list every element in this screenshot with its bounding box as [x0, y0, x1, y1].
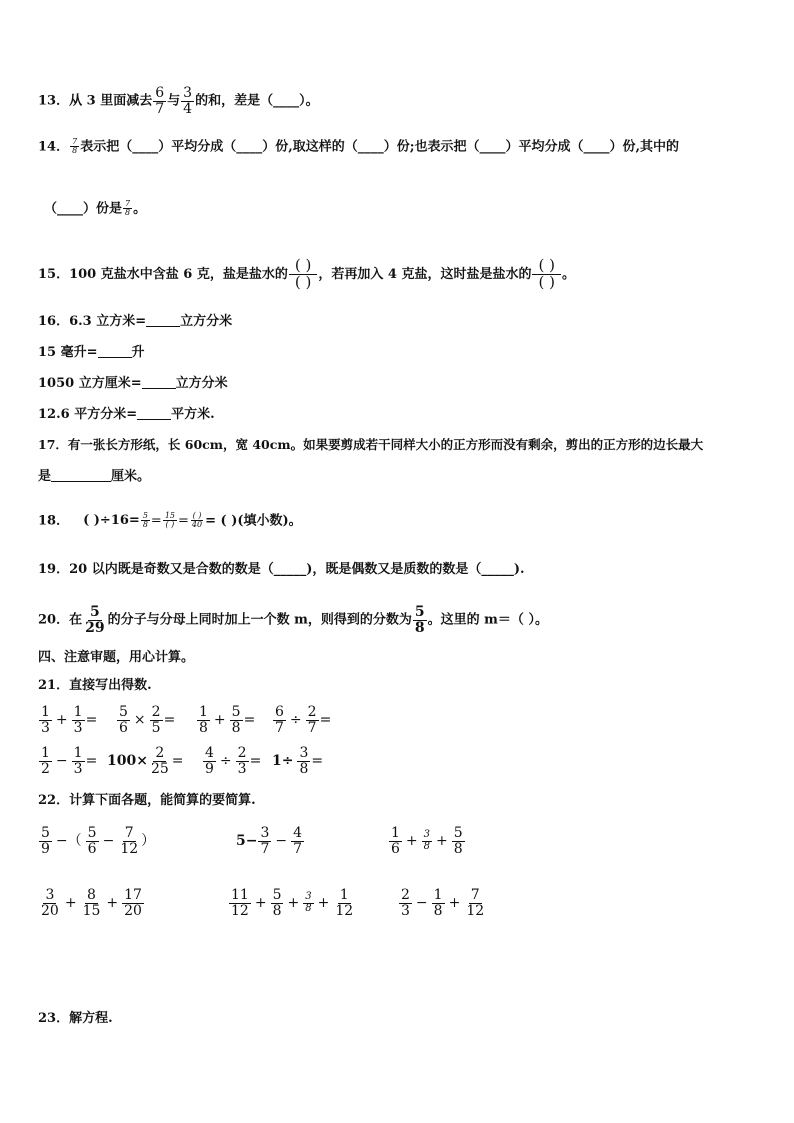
question-16-line-4: 12.6 平方分米= 平方米. — [38, 407, 215, 422]
q21-expr-6: 100× $\frac{2}{25}$ = — [107, 745, 184, 777]
answer-fraction: $\frac{( )}{( )}$ — [532, 258, 560, 291]
fraction: $\frac{7}{8}$ — [72, 137, 78, 156]
q21-expr-7: $\frac{4}{9}$ ÷ $\frac{2}{3}$ = — [205, 745, 262, 777]
question-18: 18． ( )÷16= $\frac{5}{8}$ = $\frac{15}{( )}$ = $\frac{( )}{40}$ = ( )(填小数)。 — [38, 511, 302, 530]
question-17-cont: 是 厘米。 — [38, 469, 151, 484]
question-20: 20．在 $\frac{5}{29}$ 的分子与分母上同时加上一个数 m，则得到的分数为 $\frac{5}{8}$ 。这里的 m＝（ ）。 — [38, 604, 548, 636]
fraction: $\frac{( )}{40}$ — [191, 511, 203, 530]
q22-expr-4: $\frac{3}{20}$ + $\frac{8}{15}$ + $\frac{17}{20}$ — [41, 887, 142, 919]
q21-expr-2: $\frac{5}{6}$ × $\frac{2}{5}$ = — [119, 704, 176, 736]
answer-blank — [98, 345, 132, 358]
question-16-line-3: 1050 立方厘米= 立方分米 — [38, 376, 228, 391]
question-15: 15．100 克盐水中含盐 6 克，盐是盐水的 $\frac{( )}{( )}$ ，若再加入 4 克盐，这时盐是盐水的 $\frac{( )}{( )}$ 。 — [38, 256, 575, 291]
fraction: $\frac{5}{8}$ — [414, 604, 425, 636]
q21-expr-5: $\frac{1}{2}$ − $\frac{1}{3}$ = — [41, 745, 98, 777]
fraction: $\frac{5}{8}$ — [142, 511, 148, 530]
fraction: $\frac{3}{4}$ — [183, 85, 193, 117]
question-16-line-2: 15 毫升= 升 — [38, 345, 145, 360]
q21-expr-1: $\frac{1}{3}$ + $\frac{1}{3}$ = — [41, 704, 98, 736]
fraction: $\frac{6}{7}$ — [155, 85, 165, 117]
question-17: 17．有一张长方形纸，长 60cm，宽 40cm。如果要剪成若干同样大小的正方形而没有剩余，剪出的正方形的边长最大 — [38, 437, 704, 452]
question-22: 22．计算下面各题，能简算的要简算. — [38, 793, 256, 808]
answer-blank — [137, 407, 171, 420]
question-21: 21．直接写出得数. — [38, 678, 152, 693]
q22-expr-1: $\frac{5}{9}$ −（ $\frac{5}{6}$ − $\frac{7}{12}$ ） — [41, 825, 156, 857]
q22-expr-6: $\frac{2}{3}$ − $\frac{1}{8}$ + $\frac{7}{12}$ — [401, 887, 485, 919]
q21-expr-8: 1÷ $\frac{3}{8}$ = — [272, 745, 324, 777]
question-14: 14． $\frac{7}{8}$ 表示把（____）平均分成（____）份,取这样的（____）份;也表示把（____）平均分成（____）份,其中的 — [38, 137, 680, 156]
answer-fraction: $\frac{( )}{( )}$ — [289, 258, 317, 291]
fraction: $\frac{15}{( )}$ — [164, 511, 175, 530]
question-13: 13．从 3 里面减去 $\frac{6}{7}$ 与 $\frac{3}{4}$ 的和，差是（____）。 — [38, 85, 319, 117]
question-23: 23．解方程. — [38, 1011, 113, 1026]
answer-blank — [146, 314, 180, 327]
q22-expr-5: $\frac{11}{12}$ + $\frac{5}{8}$ + $\frac{3}{8}$ + $\frac{1}{12}$ — [231, 887, 354, 919]
q22-expr-2: 5− $\frac{3}{7}$ − $\frac{4}{7}$ — [236, 825, 303, 857]
answer-blank — [142, 376, 176, 389]
section-heading: 四、注意审题，用心计算。 — [38, 650, 195, 665]
q21-expr-3: $\frac{1}{8}$ + $\frac{5}{8}$ = — [199, 704, 256, 736]
question-16-line-1: 16．6.3 立方米= 立方分米 — [38, 314, 233, 329]
question-19: 19．20 以内既是奇数又是合数的数是（_____)，既是偶数又是质数的数是（_____). — [38, 562, 525, 577]
fraction: $\frac{7}{8}$ — [125, 199, 131, 218]
fraction: $\frac{5}{29}$ — [85, 604, 105, 636]
question-14-cont: （____）份是 $\frac{7}{8}$ 。 — [44, 199, 147, 218]
q21-expr-4: $\frac{6}{7}$ ÷ $\frac{2}{7}$ = — [275, 704, 332, 736]
q22-expr-3: $\frac{1}{6}$ + $\frac{3}{8}$ + $\frac{5}{8}$ — [391, 825, 463, 857]
answer-blank — [51, 469, 111, 482]
